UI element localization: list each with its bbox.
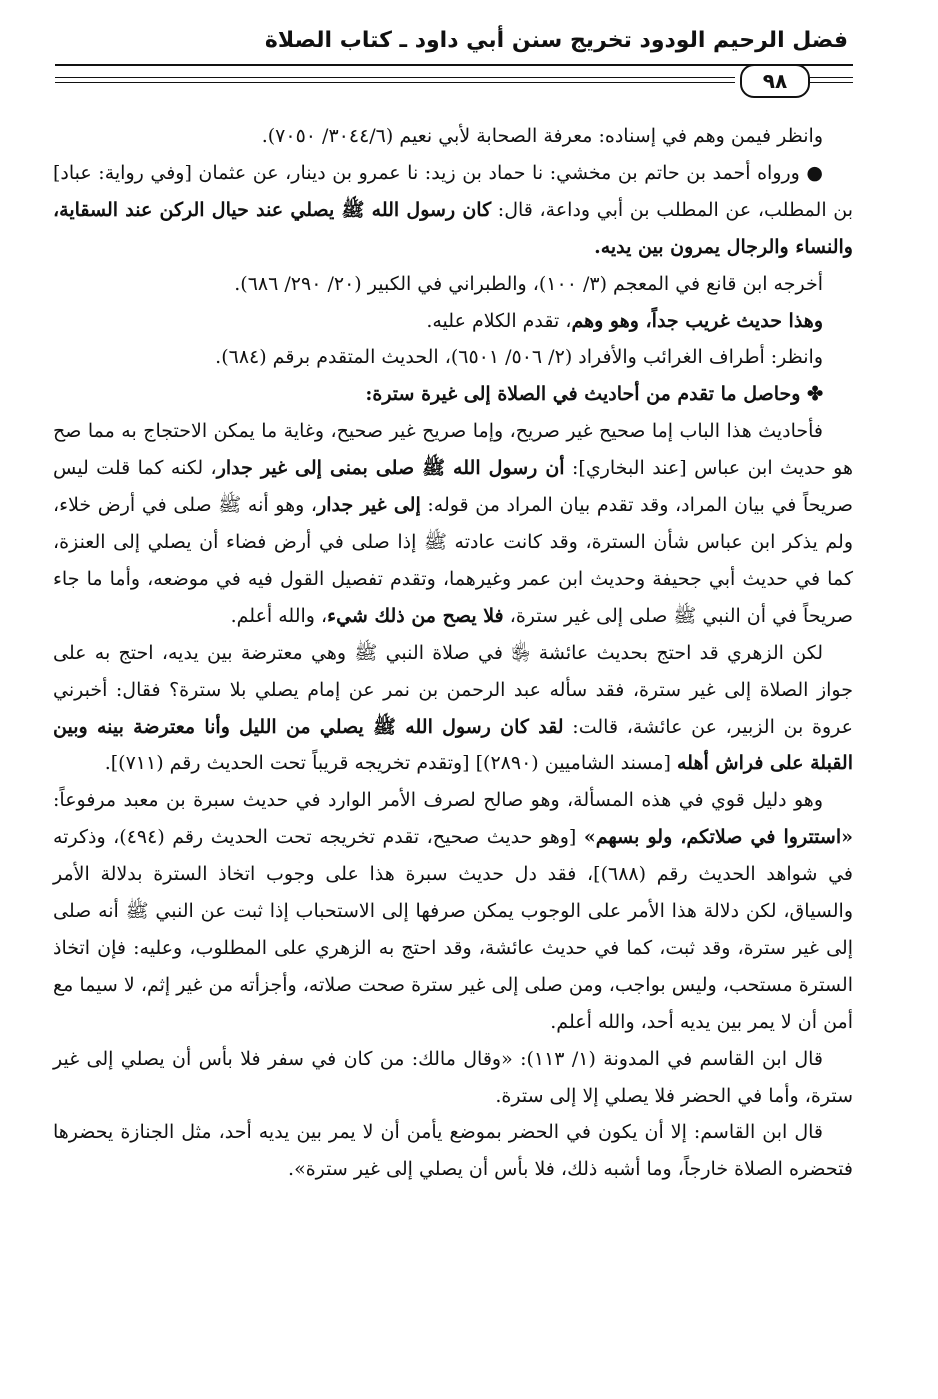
body-text <box>53 118 853 1188</box>
bold-text-segment: كان رسول الله ﷺ يصلي عند حيال الركن عند السقاية، والنساء والرجال يمرون بين يديه. <box>53 198 853 258</box>
paragraph <box>53 118 853 155</box>
text-segment: وهو دليل قوي في هذه المسألة، وهو صالح لصرف الأمر الوارد في حديث سبرة بن معبد مرفوعاً: <box>53 789 823 812</box>
text-segment: قال ابن القاسم: إلا أن يكون في الحضر بموضع يأمن أن لا يمر بين يديه أحد، مثل الجنازة يحضرها فتحضره الصلاة خارجاً، وما أشبه ذلك، فلا بأس أن يصلي إلى غير سترة». <box>53 1121 853 1181</box>
paragraph <box>53 376 853 413</box>
bold-text-segment: إلى غير جدار <box>317 494 421 517</box>
text-segment: ● ورواه أحمد بن حاتم بن مخشي: نا حماد بن زيد: نا عمرو بن دينار، عن عثمان [وفي رواية: عباد] بن المطلب، عن المطلب بن أبي وداعة، قال: <box>53 161 853 221</box>
text-segment: لكن الزهري قد احتج بحديث عائشة ﵂ في صلاة النبي ﷺ وهي معترضة بين يديه، احتج به على جواز الصلاة إلى غير سترة، فقد سأله عبد الرحمن بن نمر عن إمام يصلي بلا سترة؟ فقال: أخبرني عروة بن الزبير، عن عائشة، قالت: <box>53 641 853 738</box>
paragraph <box>53 303 853 340</box>
bold-text-segment: «استتروا في صلاتكم، ولو بسهم» <box>583 826 853 849</box>
text-segment: ، لكنه كما قلت ليس صريحاً في بيان المراد، وقد تقدم بيان المراد من قوله: <box>53 457 853 517</box>
header-double-rule-right <box>808 77 853 83</box>
text-segment: فأحاديث هذا الباب إما صحيح غير صريح، وإما صريح غير صحيح، وغاية ما يمكن الاحتجاج به مما صح هو حديث ابن عباس [عند البخاري]: <box>53 420 853 480</box>
bold-text-segment: أن رسول الله ﷺ صلى بمنى إلى غير جدار <box>216 457 565 480</box>
paragraph <box>53 413 853 634</box>
paragraph <box>53 155 853 266</box>
paragraph <box>53 339 853 376</box>
paragraph <box>53 1114 853 1188</box>
paragraph <box>53 635 853 783</box>
paragraph <box>53 1041 853 1115</box>
text-segment: [وهو حديث صحيح، تقدم تخريجه تحت الحديث رقم (٤٩٤)، وذكرته في شواهد الحديث رقم (٦٨٨)]، فقد دل حديث سبرة هذا على وجوب اتخاذ السترة بدلالة الأمر والسياق، لكن دلالة هذا الأمر على الوجوب يمكن صرفها إلى الاستحباب إذا ثبت عن النبي ﷺ أنه صلى إلى غير سترة، وقد ثبت، كما في حديث عائشة، وقد احتج به الزهري على المطلوب، وعليه: فإن اتخاذ السترة مستحب، وليس بواجب، ومن صلى إلى غير سترة صحت صلاته، وأجزأته من غير إثم، لا سيما مع أمن أن لا يمر بين يديه أحد، والله أعلم. <box>53 826 853 1033</box>
page-number: ٩٨ <box>740 64 810 98</box>
text-segment: [مسند الشاميين (٢٨٩٠)] [وتقدم تخريجه قريباً تحت الحديث رقم (٧١١)]. <box>104 752 677 775</box>
text-segment: قال ابن القاسم في المدونة (١/ ١١٣): «وقال مالك: من كان في سفر فلا بأس أن يصلي إلى غير سترة، وأما في الحضر فلا يصلي إلا إلى سترة. <box>53 1047 853 1107</box>
paragraph <box>53 266 853 303</box>
paragraph <box>53 782 853 1040</box>
text-segment: وانظر فيمن وهم في إسناده: معرفة الصحابة لأبي نعيم (٣٠٤٤/٦/ ٧٠٥٠). <box>261 125 823 147</box>
bold-text-segment: فلا يصح من ذلك شيء <box>327 604 504 627</box>
bold-text-segment: لقد كان رسول الله ﷺ يصلي من الليل وأنا معترضة بينه وبين القبلة على فراش أهله <box>53 715 853 775</box>
text-segment: وانظر: أطراف الغرائب والأفراد (٢/ ٥٠٦/ ٦٥٠١)، الحديث المتقدم برقم (٦٨٤). <box>215 346 823 369</box>
text-segment: ، تقدم الكلام عليه. <box>426 309 572 332</box>
text-segment: أخرجه ابن قانع في المعجم (٣/ ١٠٠)، والطبراني في الكبير (٢٠/ ٢٩٠/ ٦٨٦). <box>234 272 823 295</box>
text-segment: ، وهو أنه ﷺ صلى في أرض خلاء، ولم يذكر ابن عباس شأن السترة، وقد كانت عادته ﷺ إذا صلى في أرض فضاء أن يصلي إلى العنزة، كما في حديث أبي جحيفة وحديث ابن عمر وغيرهما، وتقدم تفصيل القول فيه في موضعه، وأما ما جاء صريحاً في أن النبي ﷺ صلى إلى غير سترة، <box>53 494 853 627</box>
bold-text-segment: وهذا حديث غريب جداً، وهو وهم <box>571 309 823 332</box>
header-double-rule-left <box>55 77 735 83</box>
text-segment: ، والله أعلم. <box>230 604 328 627</box>
running-header-title: فضل الرحيم الودود تخريج سنن أبي داود ـ كتاب الصلاة <box>264 28 848 53</box>
bold-text-segment: ✤ وحاصل ما تقدم من أحاديث في الصلاة إلى غيرة سترة: <box>365 383 823 406</box>
header-rule <box>55 64 853 66</box>
